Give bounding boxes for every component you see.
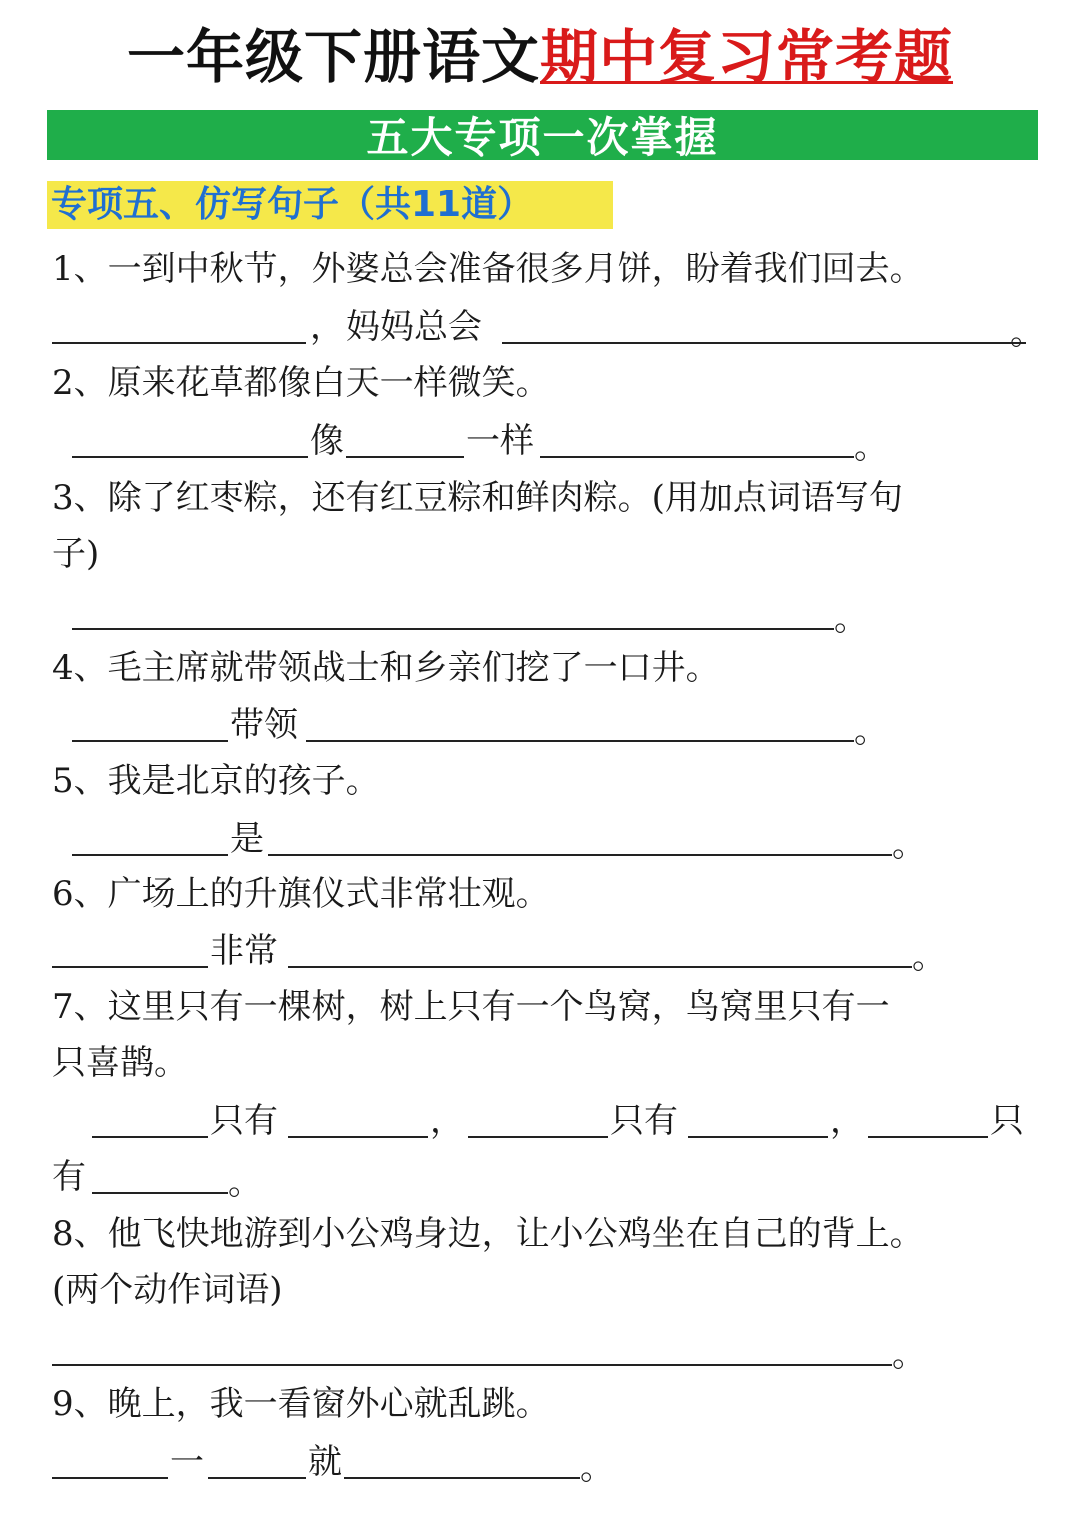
answer-blank-2b[interactable] xyxy=(346,456,464,458)
title-red: 期中复习常考题 xyxy=(540,23,954,91)
answer-blank-2c[interactable] xyxy=(540,456,854,458)
question-3-line2: 子) xyxy=(52,534,100,574)
question-8-line2: (两个动作词语) xyxy=(52,1270,283,1310)
answer-blank-8[interactable] xyxy=(52,1364,892,1366)
q1-end: 。 xyxy=(1010,313,1044,353)
q5-word: 是 xyxy=(230,819,264,859)
title-black: 一年级下册语文 xyxy=(126,23,540,91)
answer-blank-5b[interactable] xyxy=(268,854,892,856)
q7-comma2: ， xyxy=(830,1101,864,1141)
q1-comma: ， xyxy=(310,307,344,347)
answer-blank-7c[interactable] xyxy=(468,1136,608,1138)
question-3-line1: 3、除了红枣粽，还有红豆粽和鲜肉粽。(用加点词语写句 xyxy=(52,478,903,518)
answer-blank-1b[interactable] xyxy=(502,342,1026,344)
page-title xyxy=(0,18,1080,96)
answer-blank-7b[interactable] xyxy=(288,1136,428,1138)
q4-end: 。 xyxy=(854,711,888,751)
q2-word2: 一样 xyxy=(466,421,534,461)
question-2: 2、原来花草都像白天一样微笑。 xyxy=(52,363,550,403)
question-5: 5、我是北京的孩子。 xyxy=(52,761,380,801)
q5-end: 。 xyxy=(892,825,926,865)
question-8-line1: 8、他飞快地游到小公鸡身边，让小公鸡坐在自己的背上。 xyxy=(52,1214,924,1254)
question-7-line1: 7、这里只有一棵树，树上只有一个鸟窝，鸟窝里只有一 xyxy=(52,987,890,1027)
answer-blank-9b[interactable] xyxy=(208,1477,306,1479)
q9-word1: 一 xyxy=(170,1442,204,1482)
question-4: 4、毛主席就带领战士和乡亲们挖了一口井。 xyxy=(52,648,720,688)
q4-word: 带领 xyxy=(230,705,298,745)
answer-blank-2a[interactable] xyxy=(72,456,308,458)
answer-blank-7f[interactable] xyxy=(92,1192,228,1194)
q9-end: 。 xyxy=(580,1448,614,1488)
q6-word: 非常 xyxy=(210,931,278,971)
q7-end: 。 xyxy=(228,1163,262,1203)
question-7-line2: 只喜鹊。 xyxy=(52,1043,188,1083)
answer-blank-9a[interactable] xyxy=(52,1477,168,1479)
answer-blank-7d[interactable] xyxy=(688,1136,828,1138)
q3-end: 。 xyxy=(834,599,868,639)
q1-word: 妈妈总会 xyxy=(346,307,482,347)
answer-blank-9c[interactable] xyxy=(344,1477,580,1479)
q8-end: 。 xyxy=(892,1335,926,1375)
answer-blank-6b[interactable] xyxy=(288,966,912,968)
answer-blank-6a[interactable] xyxy=(52,966,208,968)
question-1: 1、一到中秋节，外婆总会准备很多月饼，盼着我们回去。 xyxy=(52,249,924,289)
answer-blank-4a[interactable] xyxy=(72,740,228,742)
answer-blank-1a[interactable] xyxy=(52,342,306,344)
answer-blank-7e[interactable] xyxy=(868,1136,988,1138)
q7-comma1: ， xyxy=(430,1101,464,1141)
q6-end: 。 xyxy=(912,937,946,977)
section-heading: 专项五、仿写句子（共11道） xyxy=(47,181,613,229)
q7-word2: 只有 xyxy=(610,1101,678,1141)
subtitle-banner: 五大专项一次掌握 xyxy=(47,110,1038,160)
question-6: 6、广场上的升旗仪式非常壮观。 xyxy=(52,874,550,914)
question-9: 9、晚上，我一看窗外心就乱跳。 xyxy=(52,1384,550,1424)
q7-word4: 有 xyxy=(52,1157,86,1197)
q7-word1: 只有 xyxy=(210,1101,278,1141)
q7-word3: 只 xyxy=(990,1101,1024,1141)
answer-blank-5a[interactable] xyxy=(72,854,228,856)
q2-word1: 像 xyxy=(310,421,344,461)
answer-blank-3[interactable] xyxy=(72,628,834,630)
q2-end: 。 xyxy=(854,427,888,467)
answer-blank-4b[interactable] xyxy=(306,740,854,742)
q9-word2: 就 xyxy=(308,1442,342,1482)
answer-blank-7a[interactable] xyxy=(92,1136,208,1138)
